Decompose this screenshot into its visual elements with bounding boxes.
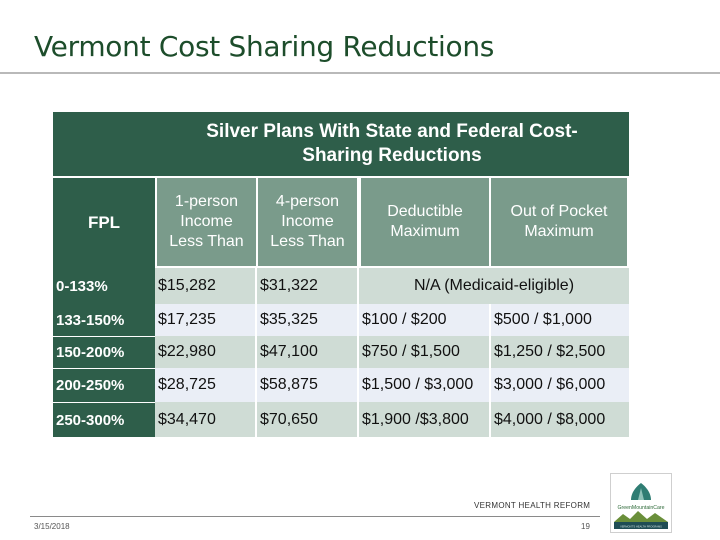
row-fpl: 133-150% xyxy=(53,304,155,336)
row-one-person: $28,725 xyxy=(155,368,257,402)
footer-label: VERMONT HEALTH REFORM xyxy=(474,501,591,510)
table-title xyxy=(155,112,629,176)
slide-title: Vermont Cost Sharing Reductions xyxy=(34,30,495,63)
row-four-person: $70,650 xyxy=(257,402,359,437)
footer-divider xyxy=(30,516,600,517)
row-fpl: 250-300% xyxy=(53,402,155,437)
header-fpl: FPL xyxy=(53,176,155,268)
header-four-person-income: 4-person Income Less Than xyxy=(257,176,359,268)
page-number: 19 xyxy=(581,522,590,531)
row-one-person: $17,235 xyxy=(155,304,257,336)
row-four-person: $58,875 xyxy=(257,368,359,402)
header-deductible-maximum: Deductible Maximum xyxy=(359,176,491,268)
green-mountain-care-logo xyxy=(610,473,672,533)
row-fpl: 150-200% xyxy=(53,336,155,368)
slide-date: 3/15/2018 xyxy=(34,522,70,531)
row-oop: $1,250 / $2,500 xyxy=(491,336,629,368)
logo-tagline: VERMONT'S HEALTH PROGRAMS xyxy=(620,525,662,529)
row-oop: $3,000 / $6,000 xyxy=(491,368,629,402)
title-divider xyxy=(0,72,720,74)
row-fpl: 0-133% xyxy=(53,268,155,304)
row-one-person: $22,980 xyxy=(155,336,257,368)
cost-sharing-table xyxy=(53,112,629,437)
table-title-line2: Sharing Reductions xyxy=(302,145,482,166)
row-one-person: $34,470 xyxy=(155,402,257,437)
header-one-person-income: 1-person Income Less Than xyxy=(155,176,257,268)
row-deductible: $1,500 / $3,000 xyxy=(359,368,491,402)
table-corner xyxy=(53,112,155,176)
row-medicaid-note: N/A (Medicaid-eligible) xyxy=(359,268,629,304)
row-fpl: 200-250% xyxy=(53,368,155,402)
row-one-person: $15,282 xyxy=(155,268,257,304)
row-oop: $4,000 / $8,000 xyxy=(491,402,629,437)
row-four-person: $31,322 xyxy=(257,268,359,304)
row-oop: $500 / $1,000 xyxy=(491,304,629,336)
row-four-person: $35,325 xyxy=(257,304,359,336)
mountain-logo-icon xyxy=(611,474,671,532)
table-title-line1: Silver Plans With State and Federal Cost- xyxy=(206,121,578,142)
row-deductible: $1,900 /$3,800 xyxy=(359,402,491,437)
row-deductible: $100 / $200 xyxy=(359,304,491,336)
row-four-person: $47,100 xyxy=(257,336,359,368)
row-deductible: $750 / $1,500 xyxy=(359,336,491,368)
logo-text: GreenMountainCare xyxy=(617,505,665,511)
header-oop-maximum: Out of Pocket Maximum xyxy=(491,176,629,268)
